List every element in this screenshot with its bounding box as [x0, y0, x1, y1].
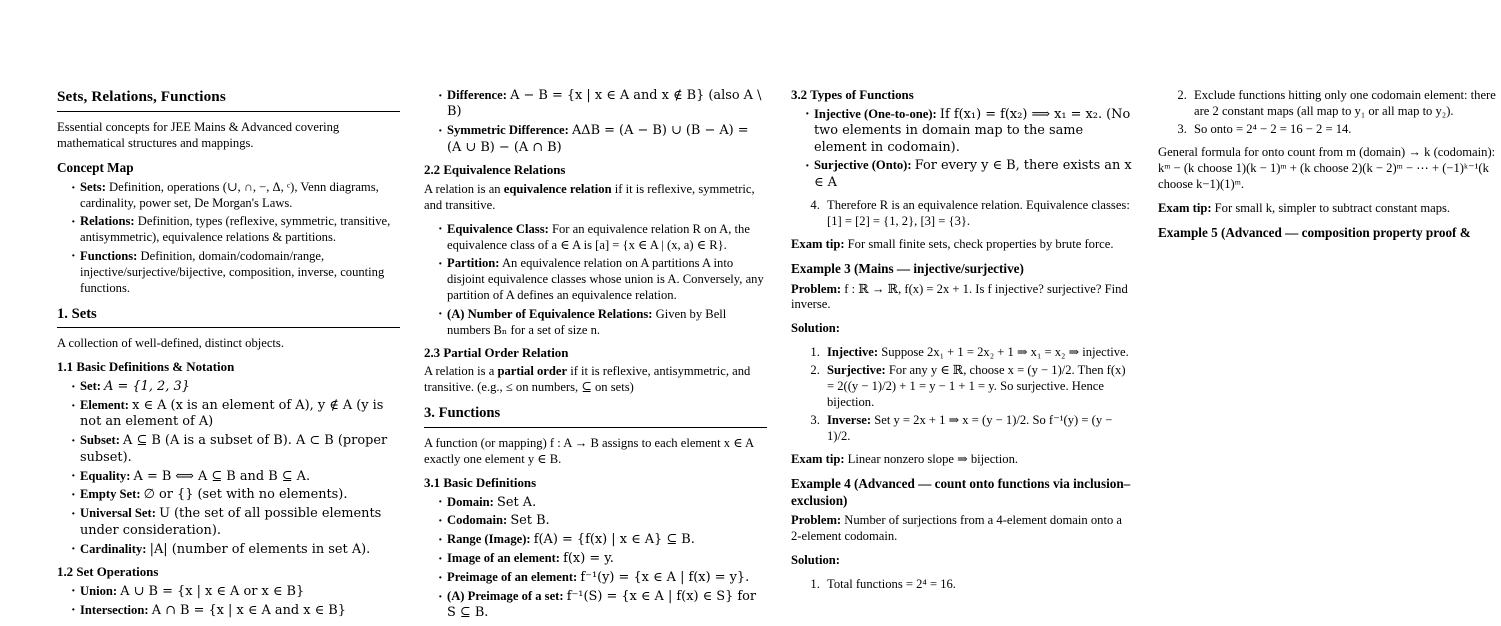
list-item [1190, 122, 1501, 138]
math: U (the set of all possible elements under consideration). [80, 506, 382, 538]
list-item [438, 513, 767, 529]
list-item [805, 107, 1134, 156]
list-item [71, 469, 400, 485]
list-item [823, 363, 1134, 411]
term: Partition: [447, 256, 500, 271]
term: Cardinality: [80, 541, 147, 556]
term: Element: [80, 398, 129, 412]
term: Image of an element: [447, 551, 560, 566]
example3-steps [791, 345, 1134, 445]
tip-text: Linear nonzero slope ⇒ bijection. [844, 452, 1019, 467]
solution-label: Solution: [791, 553, 840, 568]
step-text: Therefore R is an equivalence relation. Equivalence classes: [1] = [2] = {1, 2}, [3] = {3}. [827, 198, 1130, 229]
list-item [438, 307, 767, 339]
list-item [71, 249, 400, 297]
problem-text: f : ℝ → ℝ, f(x) = 2x + 1. Is f injective? surjective? Find inverse. [791, 281, 1128, 312]
subheading-types-of-functions: 3.2 Types of Functions [791, 88, 914, 102]
math: |A| (number of elements in set A). [149, 541, 371, 557]
math: A − B = {x | x ∈ A and x ∉ B} (also A \ B) [447, 88, 762, 120]
concept-map-heading: Concept Map [57, 159, 134, 175]
exam-tip-2 [791, 237, 1134, 253]
concept-text: Definition, operations (∪, ∩, −, Δ, ᶜ), Venn diagrams, cardinality, power set, De Morgan's Laws. [80, 180, 379, 210]
sets-intro: A collection of well-defined, distinct objects. [57, 336, 284, 351]
example2-tail-list [791, 198, 1134, 230]
term: Equality: [80, 468, 131, 483]
list-item [438, 222, 767, 254]
subheading-partial-order: 2.3 Partial Order Relation [424, 345, 569, 360]
list-item [71, 398, 400, 431]
subheading-equivalence-relations: 2.2 Equivalence Relations [424, 163, 566, 178]
list-item [438, 495, 767, 511]
term: (A) Number of Equivalence Relations: [447, 306, 653, 321]
term: Injective: [827, 345, 879, 360]
list-item [805, 158, 1134, 191]
intro-before: A relation is an [424, 181, 504, 196]
concept-term: Relations: [80, 214, 135, 229]
partial-order-intro [424, 364, 767, 396]
math: f⁻¹(S) = {x ∈ A | f(x) ∈ S} for S ⊆ B. [447, 589, 757, 621]
list-item [1190, 88, 1501, 120]
list-item [71, 433, 400, 466]
term: Union: [80, 583, 118, 598]
title-rule [57, 111, 400, 112]
equivalence-intro [424, 182, 767, 214]
section-rule-sets [57, 327, 400, 328]
intro-after: if it is reflexive, antisymmetric, and transitive. (e.g., ≤ on numbers, ⊆ on sets) [424, 364, 751, 395]
text: For any y ∈ ℝ, choose x = (y − 1)/2. Then f(x) = 2((y − 1)/2) + 1 = y − 1 + 1 = y. So surjective. Hence bijection. [827, 363, 1126, 410]
example4-heading: Example 4 (Advanced — count onto functions via inclusion–exclusion) [791, 476, 1131, 508]
text: Set y = 2x + 1 ⇒ x = (y − 1)/2. So f⁻¹(y) = (y − 1)/2. [827, 413, 1113, 444]
math: AΔB = (A − B) ∪ (B − A) = (A ∪ B) − (A ∩ B) [447, 123, 749, 155]
subheading-functions-basic: 3.1 Basic Definitions [424, 475, 537, 490]
subheading-set-operations: 1.2 Set Operations [57, 565, 159, 580]
example3-solution-label [791, 321, 1134, 337]
example5-heading: Example 5 (Advanced — composition property proof & [1158, 224, 1471, 240]
section-rule-functions [424, 427, 767, 428]
term: Inverse: [827, 413, 872, 428]
math: For every y ∈ B, there exists an x ∈ A [814, 158, 1132, 190]
list-item [71, 487, 400, 503]
subheading-basic-definitions: 1.1 Basic Definitions & Notation [57, 360, 235, 375]
list-item [438, 532, 767, 548]
document-intro: Essential concepts for JEE Mains & Advanced covering mathematical structures and mappings. [57, 119, 340, 150]
intro-after: if it is reflexive, symmetric, and transitive. [424, 181, 755, 212]
tip-text: For small finite sets, check properties by brute force. [844, 237, 1114, 252]
term: Codomain: [447, 513, 508, 528]
example3-heading: Example 3 (Mains — injective/surjective) [791, 261, 1024, 277]
exam-tip-3 [791, 452, 1134, 468]
list-item [823, 577, 1134, 593]
math: f⁻¹(y) = {x ∈ A | f(x) = y}. [580, 570, 750, 586]
concept-map-list [57, 180, 400, 297]
list-item [71, 180, 400, 212]
tip-label: Exam tip: [1158, 200, 1212, 215]
exam-tip-4 [1158, 201, 1501, 217]
term: Universal Set: [80, 506, 156, 521]
functions-basic-list [424, 495, 767, 622]
intro-before: A relation is a [424, 364, 498, 379]
math: A ∩ B = {x | x ∈ A and x ∈ B} [151, 602, 346, 618]
math: A ⊆ B (A is a subset of B). A ⊂ B (proper subset). [80, 433, 388, 465]
text: Total functions = 2⁴ = 16. [827, 577, 956, 592]
example3-problem [791, 282, 1134, 314]
term: Surjective: [827, 363, 886, 378]
equivalence-list [424, 222, 767, 339]
concept-term: Sets: [80, 180, 106, 194]
term: Subset: [80, 433, 120, 448]
list-item [71, 542, 400, 558]
list-item [823, 413, 1134, 445]
term: Range (Image): [447, 532, 531, 547]
sets-basic-list [57, 379, 400, 558]
term: Intersection: [80, 602, 149, 617]
tip-label: Exam tip: [791, 452, 845, 467]
term: Domain: [447, 494, 494, 509]
term: Surjective (Onto): [814, 158, 912, 173]
math: A = {1, 2, 3} [104, 379, 190, 395]
concept-text: Definition, types (reflexive, symmetric, transitive, antisymmetric), equivalence relations & partitions. [80, 214, 391, 245]
list-item [438, 123, 767, 156]
math: If f(x₁) = f(x₂) ⟹ x₁ = x₂. (No two elements in domain map to the same element in codomain). [814, 106, 1131, 155]
list-item [823, 345, 1134, 361]
text: Suppose 2x₁ + 1 = 2x₂ + 1 ⇒ x₁ = x₂ ⇒ injective. [881, 345, 1129, 360]
term: Preimage of an element: [447, 570, 578, 585]
list-item [71, 603, 400, 619]
example4-problem [791, 513, 1134, 545]
functions-types-list [791, 107, 1134, 191]
math: Set B. [510, 513, 550, 529]
text: So onto = 2⁴ − 2 = 16 − 2 = 14. [1194, 121, 1352, 136]
list-item [438, 256, 767, 304]
intro-bold: equivalence relation [503, 181, 612, 196]
tip-text: For small k, simpler to subtract constant maps. [1211, 200, 1451, 215]
problem-label: Problem: [791, 281, 842, 296]
math: f(A) = {f(x) | x ∈ A} ⊆ B. [533, 532, 695, 548]
term: Difference: [447, 88, 507, 102]
text: An equivalence relation on A partitions A into disjoint equivalence classes whose union is A. Conversely, any partition of A defines an equivalence relation. [447, 256, 764, 303]
list-item [438, 570, 767, 586]
text: Exclude functions hitting only one codomain element: there are 2 constant maps (all map to y₁ or all map to y₂). [1194, 88, 1496, 118]
page-title: Sets, Relations, Functions [57, 88, 226, 105]
section-heading-sets: 1. Sets [57, 305, 97, 322]
example4-solution-label [791, 553, 1134, 569]
list-item [71, 506, 400, 539]
list-item [438, 88, 767, 121]
term: Symmetric Difference: [447, 123, 569, 138]
problem-label: Problem: [791, 513, 842, 528]
problem-text: Number of surjections from a 4-element domain onto a 2-element codomain. [791, 513, 1122, 544]
solution-label: Solution: [791, 321, 840, 336]
text: Given by Bell numbers Bₙ for a set of size n. [447, 306, 727, 337]
section-heading-functions: 3. Functions [424, 405, 501, 422]
intro-bold: partial order [497, 364, 568, 379]
term: Empty Set: [80, 487, 141, 502]
math: f(x) = y. [563, 551, 614, 567]
list-item [438, 551, 767, 567]
math: ∅ or {} (set with no elements). [143, 487, 348, 503]
math: x ∈ A (x is an element of A), y ∉ A (y is not an element of A) [80, 398, 384, 430]
list-item [71, 214, 400, 246]
term: Set: [80, 379, 101, 394]
example4-general-formula: General formula for onto count from m (domain) → k (codomain): kᵐ − (k choose 1)(k − 1)ᵐ + (k choose 2)(k − 2)ᵐ − ⋯ + (−1)ᵏ⁻¹(k choose k−1)(1)ᵐ. [1158, 144, 1496, 191]
math: A ∪ B = {x | x ∈ A or x ∈ B} [120, 583, 305, 599]
term: (A) Preimage of a set: [447, 589, 564, 604]
math: A = B ⟺ A ⊆ B and B ⊆ A. [133, 468, 311, 484]
term: Injective (One-to-one): [814, 106, 937, 121]
concept-term: Functions: [80, 248, 138, 263]
three-column-layout [57, 88, 1496, 626]
concept-text: Definition, domain/codomain/range, injective/surjective/bijective, composition, inverse, counting functions. [80, 248, 385, 295]
math: Set A. [497, 494, 537, 510]
list-item [71, 379, 400, 395]
tip-label: Exam tip: [791, 237, 845, 252]
functions-intro: A function (or mapping) f : A → B assigns to each element x ∈ A exactly one element y ∈ B. [424, 435, 754, 466]
list-item [823, 198, 1134, 230]
list-item [71, 584, 400, 600]
text: For an equivalence relation R on A, the equivalence class of a ∈ A is [a] = {x ∈ A | (x, a) ∈ R}. [447, 221, 750, 252]
term: Equivalence Class: [447, 221, 549, 236]
list-item [438, 589, 767, 622]
